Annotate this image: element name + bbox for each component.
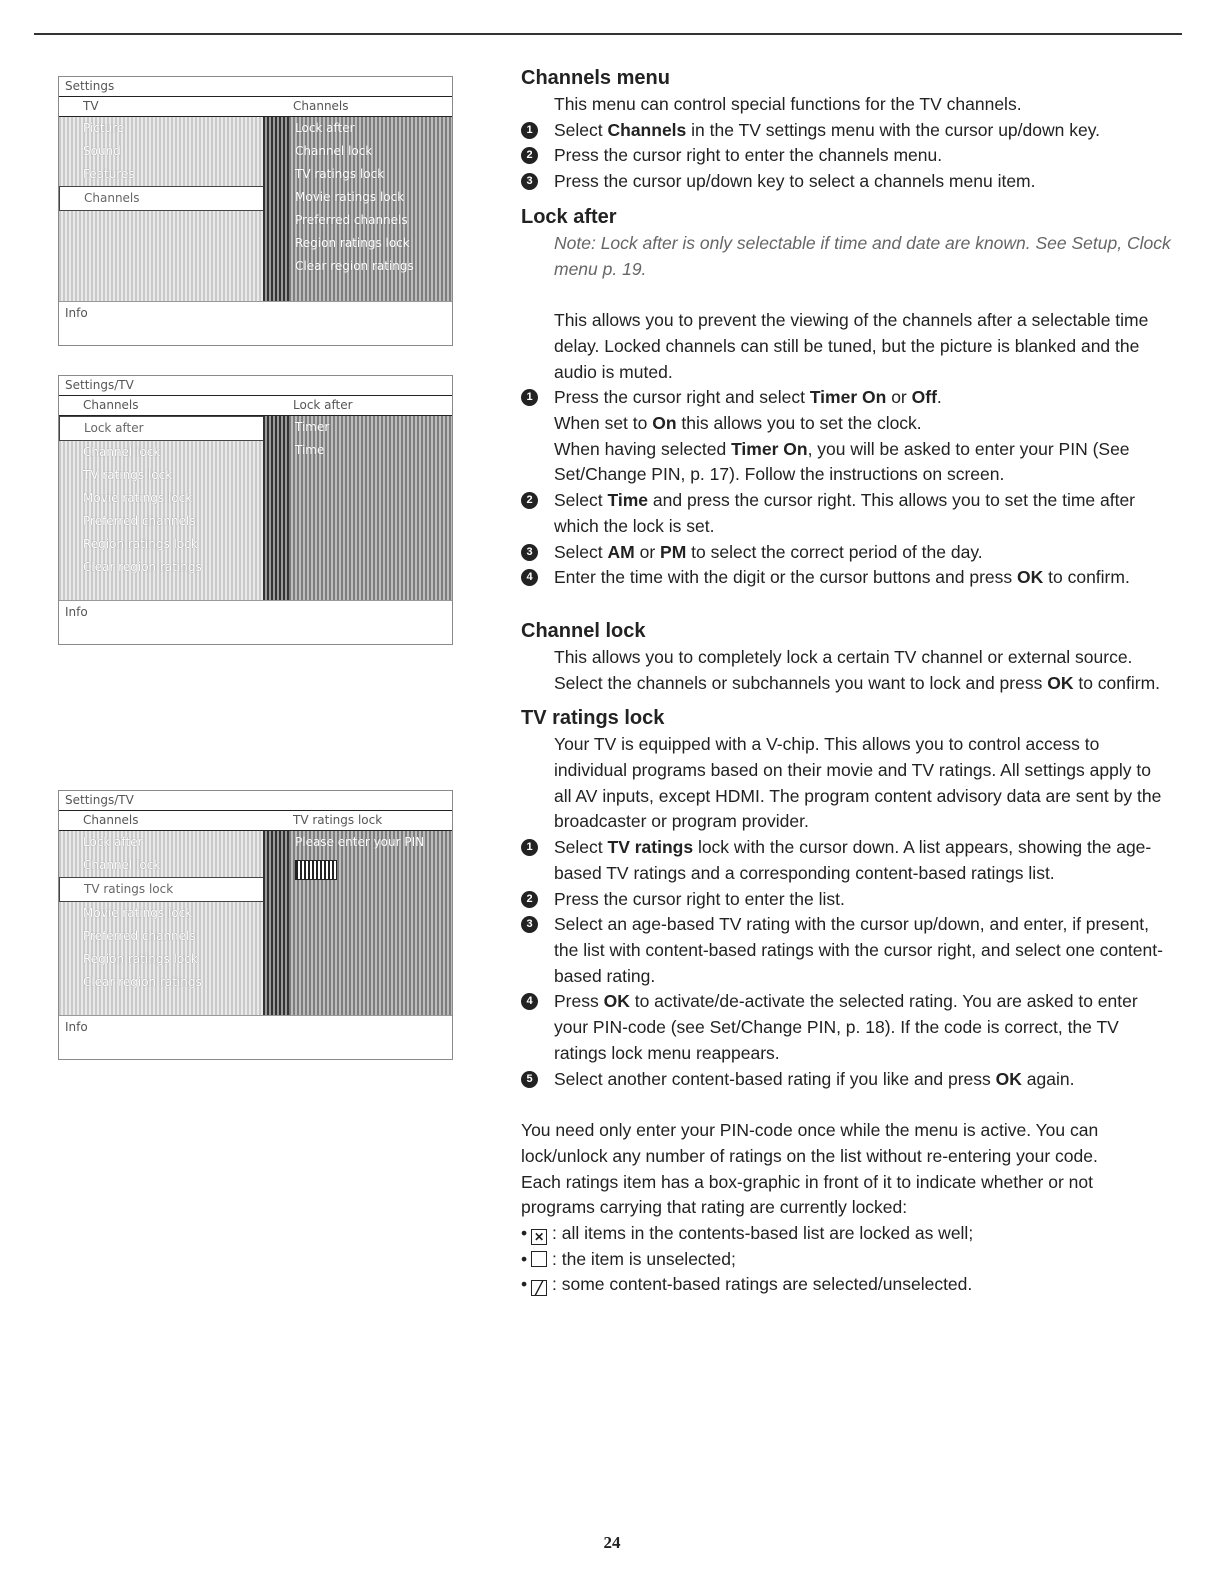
menu-item: Movie ratings lock	[83, 491, 193, 505]
menu-item: Region ratings lock	[83, 537, 198, 551]
box-graphic-paragraph: Each ratings item has a box-graphic in front of it to indicate whether or not programs carrying that rating are currently locked:	[521, 1171, 1093, 1218]
menu-info: Info	[65, 306, 88, 320]
channels-menu-heading: Channels menu	[521, 67, 670, 89]
step-number-5-icon: 5	[521, 1071, 538, 1088]
tv-ratings-step-5: 5 Select another content-based rating if you like and press OK again.	[521, 1067, 1171, 1093]
menu-left-list	[59, 831, 263, 1015]
channel-lock-heading: Channel lock	[521, 619, 646, 642]
menu-item: Preferred channels	[83, 514, 196, 528]
menu-header	[59, 97, 452, 117]
bullet-unselected: • : the item is unselected;	[521, 1248, 736, 1269]
menu-item: Movie ratings lock	[295, 190, 405, 204]
step-number-1-icon: 1	[521, 839, 538, 856]
menu-item: Picture	[83, 121, 125, 135]
lock-after-note: Note: Lock after is only selectable if time and date are known. See Setup, Clock menu p. 19.	[554, 232, 1171, 279]
menu-left-header: Channels	[83, 398, 139, 412]
lock-after-step-3: 3 Select AM or PM to select the correct period of the day.	[521, 540, 1171, 566]
menu-item: Channel lock	[295, 144, 373, 158]
menu-item: Channel lock	[83, 858, 161, 872]
menu-item: Time	[295, 443, 325, 457]
channels-intro: This menu can control special functions for the TV channels.	[554, 94, 1022, 114]
tv-ratings-step-3: 3 Select an age-based TV rating with the cursor up/down, and enter, if present, the list with content-based ratings with the cursor right, and select one content-based rating.	[521, 912, 1171, 989]
menu-title: Settings/TV	[59, 791, 452, 811]
menu-item: Features	[83, 167, 135, 181]
step-number-4-icon: 4	[521, 569, 538, 586]
menu-item: Lock after	[295, 121, 355, 135]
settings-menu-screenshot	[58, 76, 453, 346]
checkbox-empty-icon	[531, 1251, 547, 1267]
menu-left-header: TV	[83, 99, 99, 113]
channels-step-2: 2 Press the cursor right to enter the channels menu.	[521, 143, 1171, 169]
menu-item: Region ratings lock	[83, 952, 198, 966]
tv-ratings-step-4: 4 Press OK to activate/de-activate the selected rating. You are asked to enter your PIN-code (see Set/Change PIN, p. 18). If the code is correct, the TV ratings lock menu reappears.	[521, 989, 1171, 1066]
bullet-locked: • ✕ : all items in the contents-based list are locked as well;	[521, 1223, 974, 1245]
step-number-4-icon: 4	[521, 993, 538, 1010]
menu-item: Preferred channels	[295, 213, 408, 227]
menu-item: TV ratings lock	[83, 468, 173, 482]
menu-body	[59, 416, 452, 601]
checkbox-slash-icon: ╱	[531, 1280, 547, 1296]
menu-info: Info	[65, 605, 88, 619]
menu-item-selected: Channels	[59, 186, 264, 211]
lock-after-step-4: 4 Enter the time with the digit or the cursor buttons and press OK to confirm.	[521, 565, 1171, 591]
step-number-2-icon: 2	[521, 147, 538, 164]
menu-left-list	[59, 117, 263, 301]
tv-ratings-lock-menu-screenshot	[58, 790, 453, 1060]
menu-body	[59, 831, 452, 1016]
top-rule	[34, 33, 1182, 35]
menu-header	[59, 811, 452, 831]
menu-item: Timer	[295, 420, 330, 434]
pin-paragraph: You need only enter your PIN-code once while the menu is active. You can lock/unlock any number of ratings on the list without re-entering your code.	[521, 1120, 1099, 1166]
menu-item: Clear region ratings	[83, 975, 202, 989]
lock-after-description: This allows you to prevent the viewing of the channels after a selectable time delay. Locked channels can still be tuned, but the picture is blanked and the audio is muted.	[554, 310, 1149, 382]
lock-after-step-1: 1 Press the cursor right and select Timer On or Off. When set to On this allows you to set the clock. When having selected Timer On, you will be asked to enter your PIN (See Set/Change PIN, p. 17). Follow the instructions on screen.	[521, 385, 1171, 488]
menu-item-selected: Lock after	[59, 416, 264, 441]
menu-left-header: Channels	[83, 813, 139, 827]
bullet-partial: • ╱ : some content-based ratings are selected/unselected.	[521, 1274, 973, 1296]
step-number-2-icon: 2	[521, 891, 538, 908]
menu-item: Lock after	[83, 835, 143, 849]
tv-ratings-step-2: 2 Press the cursor right to enter the list.	[521, 887, 1171, 913]
menu-title: Settings	[59, 77, 452, 97]
step-number-1-icon: 1	[521, 122, 538, 139]
menu-divider	[263, 117, 289, 301]
menu-item: Region ratings lock	[295, 236, 410, 250]
menu-title: Settings/TV	[59, 376, 452, 396]
menu-right-header: TV ratings lock	[293, 813, 383, 827]
menu-item: Please enter your PIN	[295, 835, 425, 849]
step-number-1-icon: 1	[521, 389, 538, 406]
menu-header	[59, 396, 452, 416]
channels-step-3: 3 Press the cursor up/down key to select a channels menu item.	[521, 169, 1171, 195]
menu-right-header: Lock after	[293, 398, 353, 412]
page-number: 24	[603, 1533, 621, 1552]
step-number-2-icon: 2	[521, 492, 538, 509]
menu-right-list	[289, 831, 452, 1015]
tv-ratings-description: Your TV is equipped with a V-chip. This allows you to control access to individual programs based on their movie and TV ratings. All settings apply to all AV inputs, except HDMI. The program content advisory data are sent by the broadcaster or program provider.	[554, 734, 1162, 832]
menu-item: Clear region ratings	[295, 259, 414, 273]
channel-lock-description: This allows you to completely lock a certain TV channel or external source. Select the channels or subchannels you want to lock and press OK to confirm.	[554, 646, 1161, 693]
menu-item-selected: TV ratings lock	[59, 877, 264, 902]
menu-body	[59, 117, 452, 302]
step-number-3-icon: 3	[521, 544, 538, 561]
menu-left-list	[59, 416, 263, 600]
lock-after-heading: Lock after	[521, 205, 617, 228]
instructions-column	[521, 64, 1171, 1298]
lock-after-step-2: 2 Select Time and press the cursor right. This allows you to set the time after which the lock is set.	[521, 488, 1171, 539]
menu-item: Movie ratings lock	[83, 906, 193, 920]
pin-entry-box	[295, 860, 337, 880]
menu-divider	[263, 831, 289, 1015]
menu-info: Info	[65, 1020, 88, 1034]
tv-ratings-lock-heading: TV ratings lock	[521, 707, 665, 730]
menu-item: Channel lock	[83, 445, 161, 459]
menu-item: Sound	[83, 144, 121, 158]
step-number-3-icon: 3	[521, 916, 538, 933]
menu-item: TV ratings lock	[295, 167, 385, 181]
menu-divider	[263, 416, 289, 600]
menu-right-list	[289, 117, 452, 301]
lock-after-menu-screenshot	[58, 375, 453, 645]
tv-ratings-step-1: 1 Select TV ratings lock with the cursor down. A list appears, showing the age-based TV ratings and a corresponding content-based ratings list.	[521, 835, 1171, 886]
menu-item: Clear region ratings	[83, 560, 202, 574]
checkbox-crossed-icon: ✕	[531, 1229, 547, 1245]
menu-right-header: Channels	[293, 99, 349, 113]
menu-right-list	[289, 416, 452, 600]
step-number-3-icon: 3	[521, 173, 538, 190]
channels-step-1: 1 Select Channels in the TV settings menu with the cursor up/down key.	[521, 118, 1171, 144]
menu-item: Preferred channels	[83, 929, 196, 943]
